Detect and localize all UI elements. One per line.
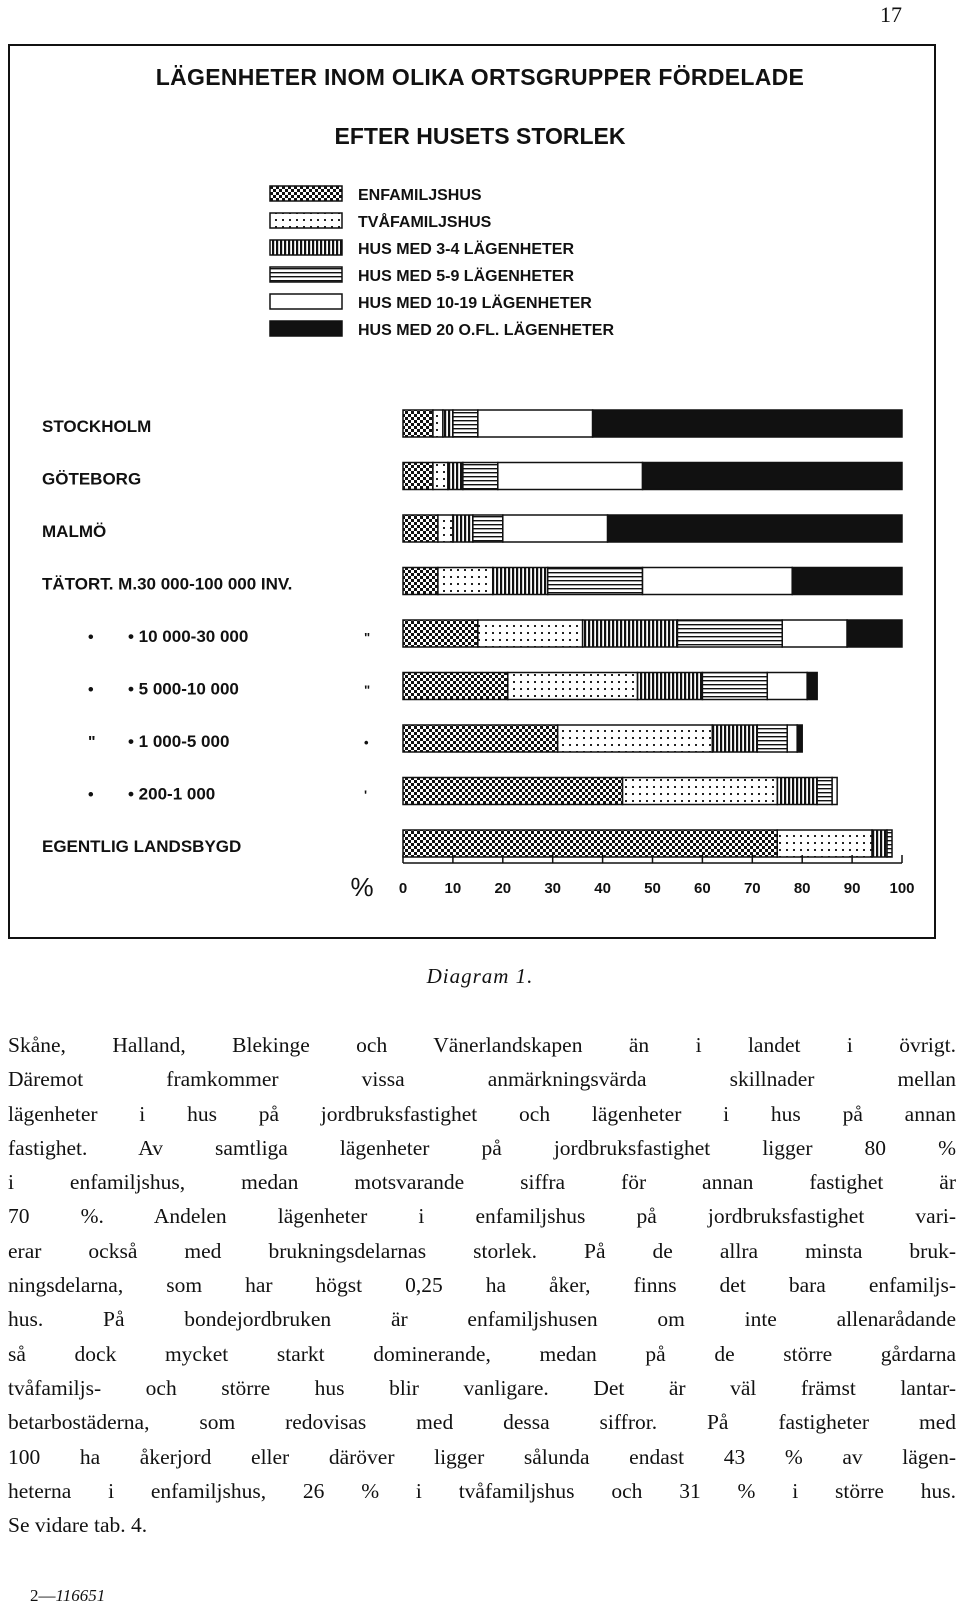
page-number: 17 — [880, 2, 902, 27]
body-line: tvåfamiljs- och större hus blir vanligare. Det är väl främst lantar- — [8, 1375, 956, 1400]
category-ditto-mark: " — [364, 630, 371, 645]
category-label: • 5 000-10 000 — [128, 679, 239, 699]
bar-segment — [448, 463, 463, 490]
bar-segment — [433, 463, 448, 490]
bar-segment — [558, 725, 713, 752]
bar-segment — [792, 568, 902, 595]
body-line: erar också med brukningsdelarnas storlek. På de allra minsta bruk- — [8, 1238, 956, 1263]
bar-segment — [623, 778, 778, 805]
bar-segment — [593, 410, 902, 437]
x-tick-label: 40 — [594, 880, 611, 897]
bar-segment — [677, 620, 782, 647]
bar-segment — [787, 725, 797, 752]
bar-segment — [453, 515, 473, 542]
chart-subtitle: EFTER HUSETS STORLEK — [334, 123, 626, 149]
category-ditto-mark: • — [364, 735, 369, 750]
category-ditto-mark: ' — [364, 787, 368, 803]
bar-segment — [643, 568, 793, 595]
bar-segment — [712, 725, 757, 752]
bar-segment — [403, 568, 438, 595]
x-axis-label: % — [350, 872, 374, 902]
bar-segment — [777, 778, 817, 805]
category-label: MALMÖ — [42, 522, 107, 541]
body-line: 100 ha åkerjord eller däröver ligger sålunda endast 43 % av lägen- — [8, 1444, 956, 1469]
category-label: STOCKHOLM — [42, 417, 152, 436]
x-tick-label: 50 — [644, 880, 661, 897]
bar-segment — [478, 620, 583, 647]
bar-segment — [433, 410, 443, 437]
bar-segment — [498, 463, 643, 490]
bar-segment — [887, 830, 892, 857]
category-ditto-mark: • — [88, 681, 94, 699]
bar-segment — [403, 673, 508, 700]
x-tick-label: 20 — [494, 880, 512, 897]
legend-swatch — [270, 267, 342, 282]
body-line: heterna i enfamiljshus, 26 % i tvåfamiljshus och 31 % i större hus. — [8, 1478, 956, 1503]
bar-segment — [493, 568, 548, 595]
legend-label: HUS MED 5-9 LÄGENHETER — [358, 268, 575, 285]
bar-segment — [403, 620, 478, 647]
bar-segment — [807, 673, 817, 700]
category-label: • 10 000-30 000 — [128, 627, 249, 646]
bar-segment — [872, 830, 887, 857]
bar-segment — [797, 725, 802, 752]
bar-segment — [777, 830, 872, 857]
bar-segment — [503, 515, 608, 542]
bar-segment — [403, 410, 433, 437]
bar-segment — [508, 673, 638, 700]
footer — [30, 1586, 105, 1606]
chart-title: LÄGENHETER INOM OLIKA ORTSGRUPPER FÖRDELADE — [155, 64, 805, 90]
category-label: TÄTORT. M.30 000-100 000 INV. — [42, 574, 293, 594]
body-line: Se vidare tab. 4. — [8, 1513, 148, 1538]
body-line: 70 %. Andelen lägenheter i enfamiljshus på jordbruksfastighet vari- — [8, 1204, 956, 1229]
legend-swatch — [270, 321, 342, 336]
bar-segment — [847, 620, 902, 647]
category-label: • 1 000-5 000 — [128, 732, 230, 751]
legend-label: ENFAMILJSHUS — [358, 187, 482, 204]
legend-label: HUS MED 3-4 LÄGENHETER — [358, 241, 575, 258]
bar-segment — [403, 778, 623, 805]
x-tick-label: 10 — [444, 880, 462, 897]
x-tick-label: 80 — [793, 880, 811, 897]
x-tick-label: 60 — [694, 880, 711, 897]
body-line: så dock mycket starkt dominerande, medan på de större gårdarna — [8, 1341, 956, 1366]
bar-segment — [403, 830, 777, 857]
bar-segment — [443, 410, 453, 437]
body-line: betarbostäderna, som redovisas med dessa siffror. På fastigheter med — [8, 1410, 956, 1435]
body-line: fastighet. Av samtliga lägenheter på jordbruksfastighet ligger 80 % — [8, 1135, 956, 1160]
bar-segment — [478, 410, 593, 437]
x-tick-label: 70 — [743, 880, 761, 897]
category-label: • 200-1 000 — [128, 784, 216, 804]
body-line: hus. På bondejordbruken är enfamiljshusen om inte allenarådande — [8, 1307, 956, 1332]
category-ditto-mark: " — [364, 682, 371, 698]
bar-segment — [782, 620, 847, 647]
category-ditto-mark: " — [88, 734, 96, 751]
bar-segment — [767, 673, 807, 700]
bar-segment — [608, 515, 902, 542]
bar-segment — [438, 568, 493, 595]
legend-swatch — [270, 294, 342, 309]
legend-label: HUS MED 10-19 LÄGENHETER — [358, 295, 592, 312]
bar-segment — [702, 673, 767, 700]
category-ditto-mark: • — [88, 629, 94, 646]
x-tick-label: 90 — [843, 880, 861, 897]
bar-segment — [403, 463, 433, 490]
bar-segment — [817, 778, 832, 805]
diagram-caption: Diagram 1. — [426, 964, 534, 988]
bar-segment — [643, 463, 902, 490]
body-line: Skåne, Halland, Blekinge och Vänerlandskapen än i landet i övrigt. — [8, 1033, 956, 1057]
x-tick-label: 100 — [889, 880, 915, 897]
category-label: EGENTLIG LANDSBYGD — [42, 837, 242, 856]
legend-swatch — [270, 240, 342, 255]
bar-segment — [757, 725, 787, 752]
x-tick-label: 0 — [398, 880, 408, 897]
bar-segment — [438, 515, 453, 542]
bar-segment — [832, 778, 837, 805]
body-line: lägenheter i hus på jordbruksfastighet och lägenheter i hus på annan — [8, 1101, 956, 1126]
bar-segment — [548, 568, 643, 595]
footer-code: 116651 — [55, 1586, 106, 1605]
category-ditto-mark: • — [88, 786, 94, 804]
body-line: Däremot framkommer vissa anmärkningsvärda skillnader mellan — [8, 1067, 956, 1092]
legend-label: TVÅFAMILJSHUS — [358, 214, 492, 231]
bar-segment — [403, 515, 438, 542]
bar-segment — [583, 620, 678, 647]
legend-swatch — [270, 186, 342, 201]
x-tick-label: 30 — [544, 880, 562, 897]
bar-segment — [453, 410, 478, 437]
body-line: ningsdelarna, som har högst 0,25 ha åker, finns det bara enfamiljs- — [8, 1273, 956, 1298]
category-label: GÖTEBORG — [42, 469, 142, 489]
bar-segment — [463, 463, 498, 490]
legend-label: HUS MED 20 O.FL. LÄGENHETER — [358, 322, 615, 339]
bar-segment — [403, 725, 558, 752]
bar-segment — [638, 673, 703, 700]
legend-swatch — [270, 213, 342, 228]
footer-prefix: 2— — [30, 1586, 56, 1605]
body-line: i enfamiljshus, medan motsvarande siffra för annan fastighet är — [8, 1170, 956, 1195]
bar-segment — [473, 515, 503, 542]
body-text — [8, 1028, 956, 1542]
